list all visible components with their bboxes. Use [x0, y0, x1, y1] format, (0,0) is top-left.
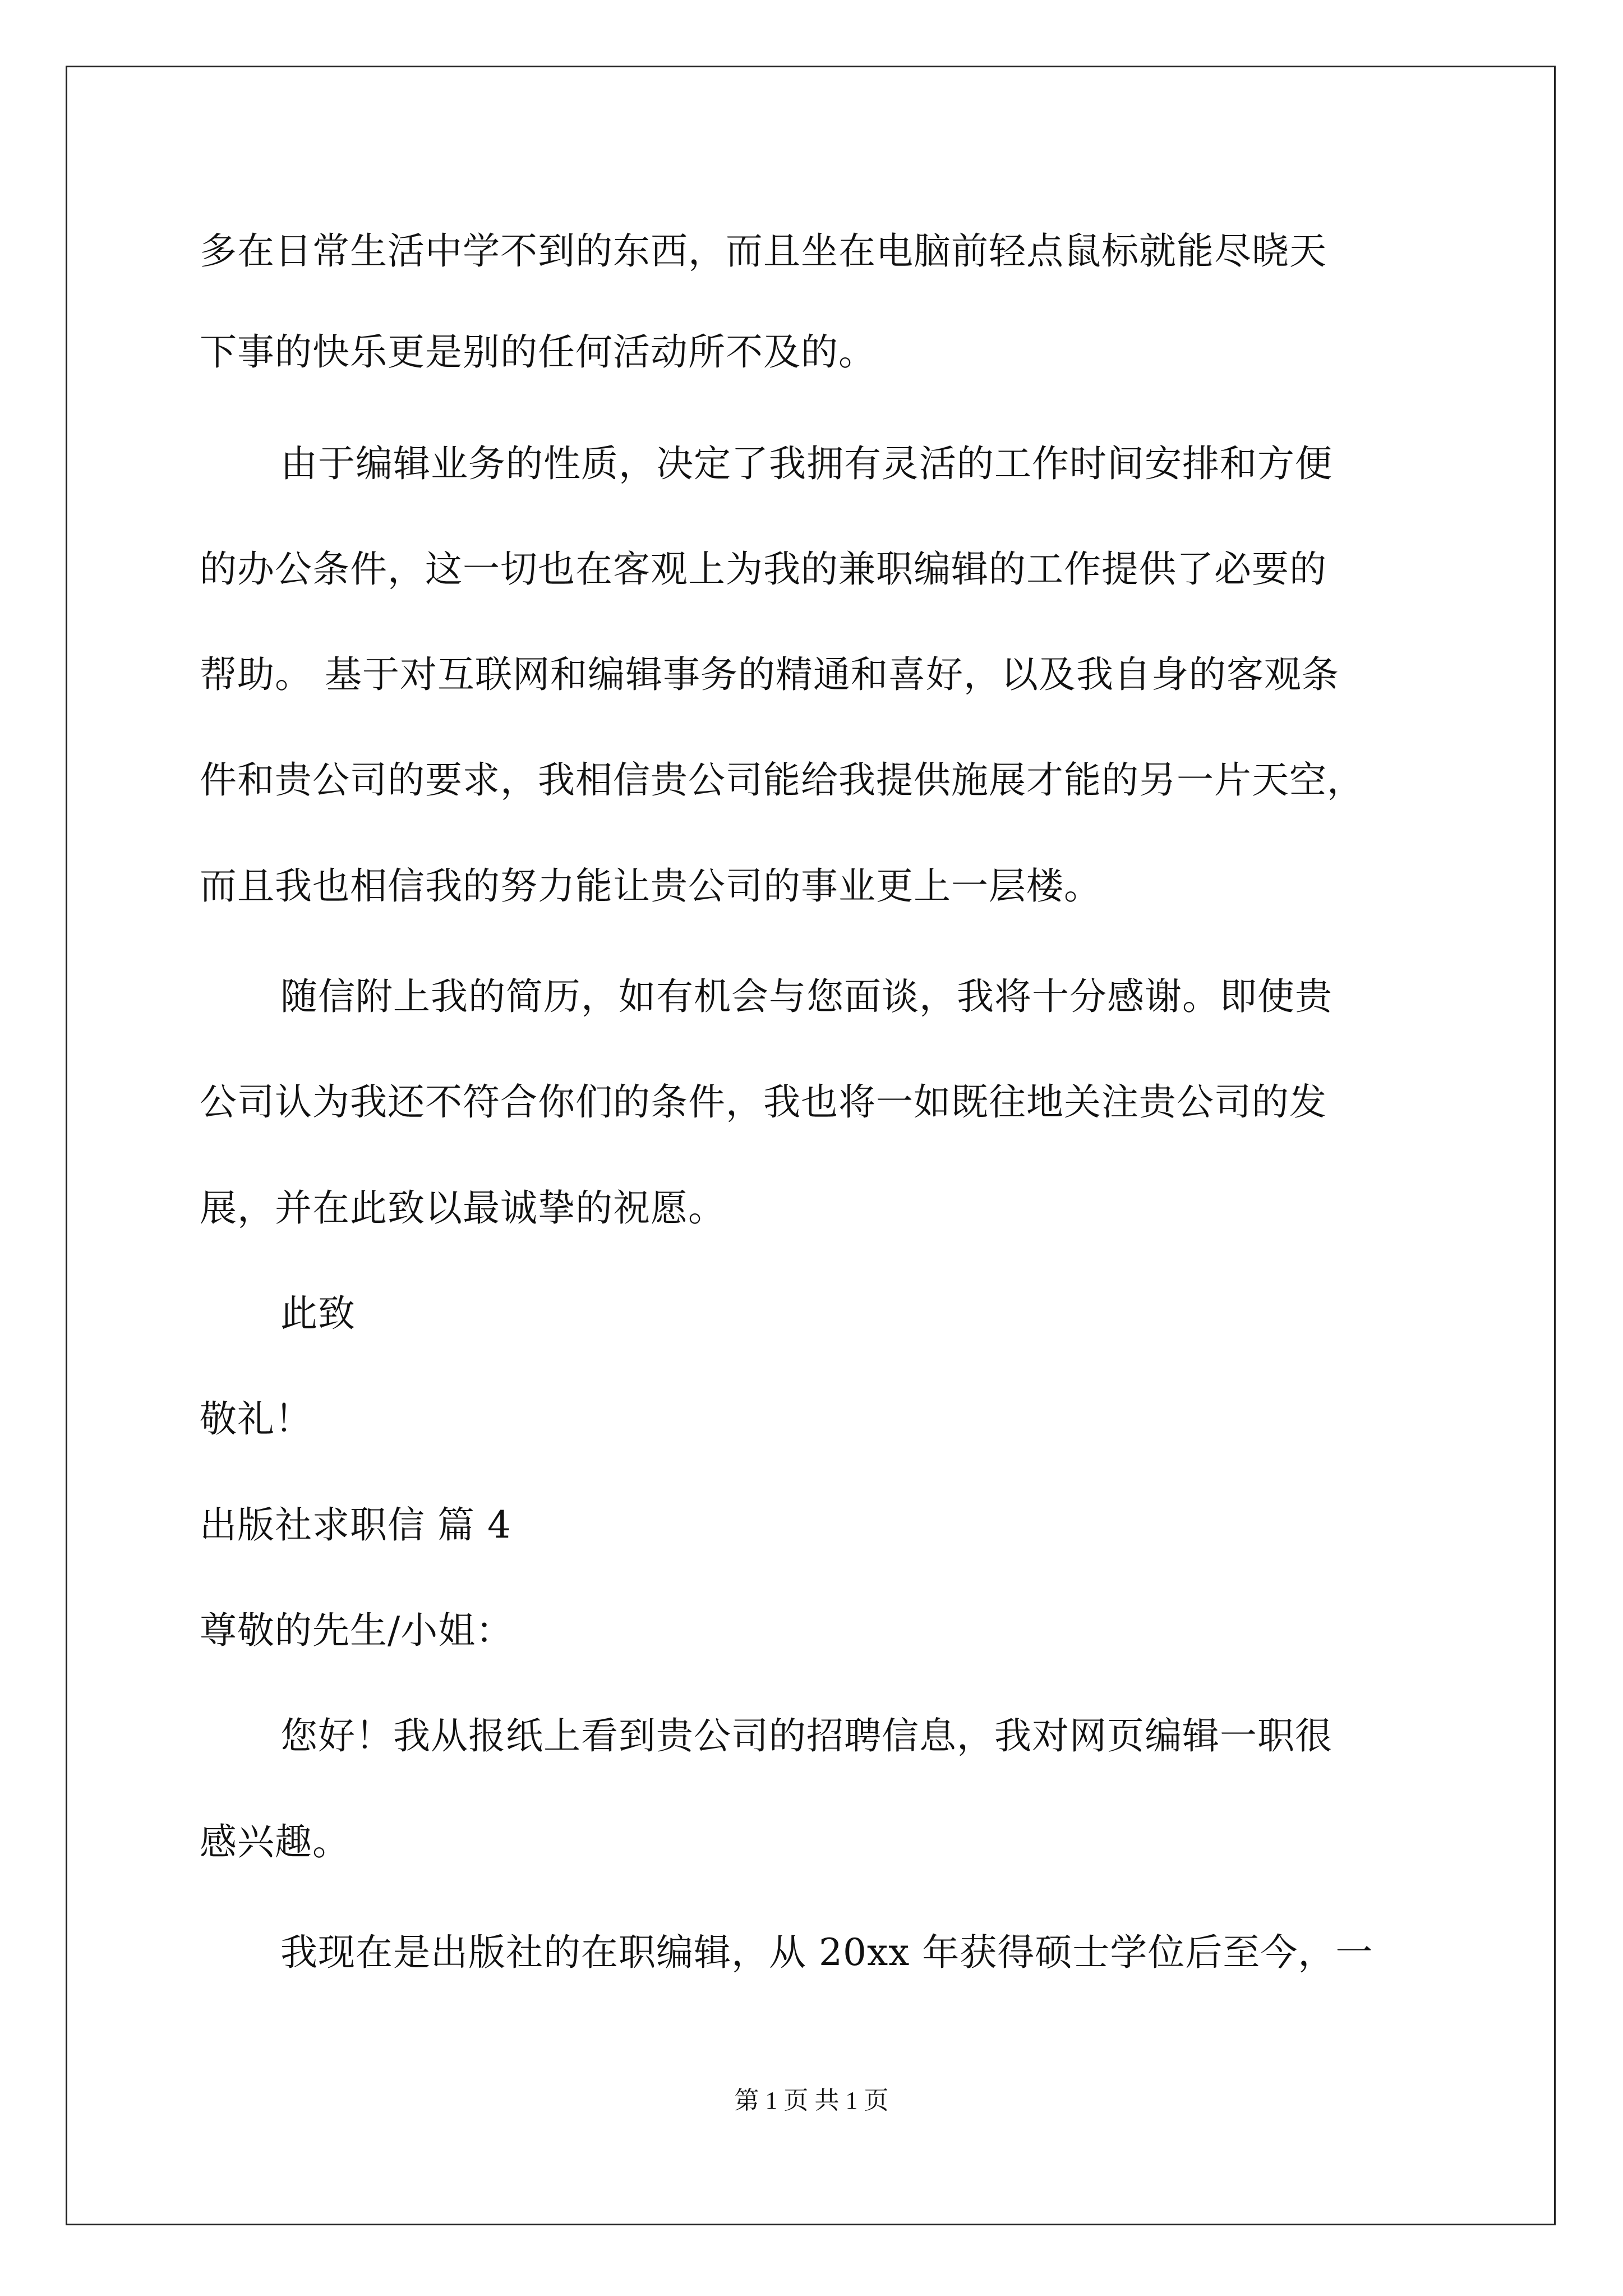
paragraph-line: 感兴趣。: [200, 1820, 350, 1864]
page-number-footer: 第 1 页 共 1 页: [734, 2087, 889, 2114]
section-heading: 出版社求职信 篇 4: [200, 1503, 511, 1547]
paragraph-line: 的办公条件，这一切也在客观上为我的兼职编辑的工作提供了必要的: [200, 547, 1327, 591]
paragraph-line: 由于编辑业务的性质，决定了我拥有灵活的工作时间安排和方便: [280, 442, 1332, 485]
paragraph-line: 公司认为我还不符合你们的条件，我也将一如既往地关注贵公司的发: [200, 1080, 1327, 1124]
paragraph-line: 展，并在此致以最诚挚的祝愿。: [200, 1186, 726, 1230]
paragraph-line: 而且我也相信我的努力能让贵公司的事业更上一层楼。: [200, 864, 1101, 908]
paragraph-line: 您好！我从报纸上看到贵公司的招聘信息，我对网页编辑一职很: [280, 1714, 1332, 1757]
page-border: [66, 66, 1556, 2225]
paragraph-line: 随信附上我的简历，如有机会与您面谈，我将十分感谢。即使贵: [280, 975, 1332, 1018]
paragraph-line: 帮助。 基于对互联网和编辑事务的精通和喜好，以及我自身的客观条: [200, 653, 1339, 696]
paragraph-line: 我现在是出版社的在职编辑，从 20xx 年获得硕士学位后至今，一: [280, 1931, 1373, 1974]
letter-greeting: 尊敬的先生/小姐：: [200, 1609, 514, 1652]
paragraph-line: 多在日常生活中学不到的东西，而且坐在电脑前轻点鼠标就能尽晓天: [200, 229, 1327, 273]
closing-regards: 敬礼！: [200, 1397, 312, 1441]
paragraph-line: 下事的快乐更是别的任何活动所不及的。: [200, 330, 876, 374]
closing-salutation: 此致: [280, 1292, 356, 1335]
paragraph-line: 件和贵公司的要求，我相信贵公司能给我提供施展才能的另一片天空，: [200, 758, 1364, 802]
